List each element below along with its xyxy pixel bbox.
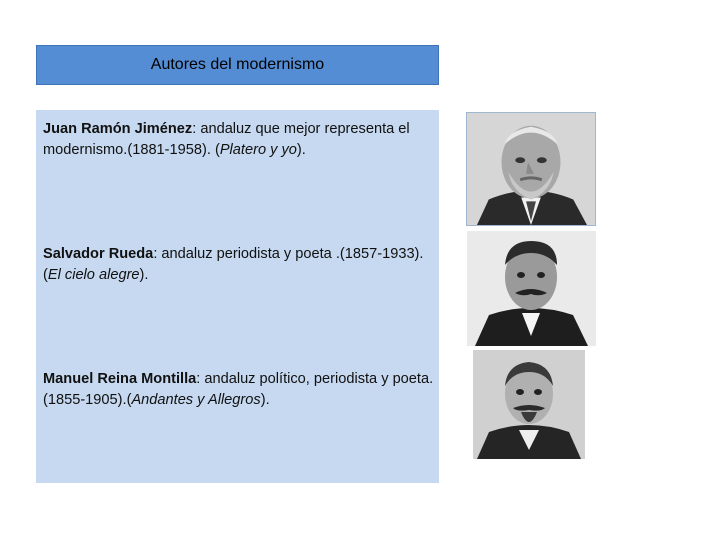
portrait-photo-icon [467, 113, 595, 225]
title-bar [36, 45, 439, 85]
author-description: : andaluz político, periodista y poeta. (1855-1905).( [43, 371, 434, 408]
author-name: Manuel Reina Montilla [43, 371, 197, 387]
portrait-photo-icon [467, 231, 596, 346]
author-work: Platero y yo [219, 142, 297, 158]
portrait-jimenez [466, 112, 596, 226]
portrait-photo-icon [473, 350, 585, 459]
page-title: Autores del modernismo [150, 56, 325, 73]
author-description: : andaluz periodista y poeta .(1857-1933). ( [43, 246, 424, 283]
author-work: El cielo alegre [47, 267, 140, 283]
author-name: Salvador Rueda [43, 246, 154, 262]
author-entry-rueda [43, 244, 435, 286]
author-entry-reina [43, 369, 435, 411]
authors-panel [36, 110, 439, 483]
author-work: Andantes y Allegros [131, 392, 261, 408]
author-end: ). [260, 392, 270, 408]
author-description: : andaluz que mejor representa el modernismo.(1881-1958). ( [43, 121, 410, 158]
author-end: ). [139, 267, 149, 283]
portrait-reina [473, 350, 585, 459]
author-name: Juan Ramón Jiménez [43, 121, 193, 137]
author-entry-jimenez [43, 119, 435, 161]
portrait-rueda [467, 231, 596, 346]
author-end: ). [296, 142, 306, 158]
